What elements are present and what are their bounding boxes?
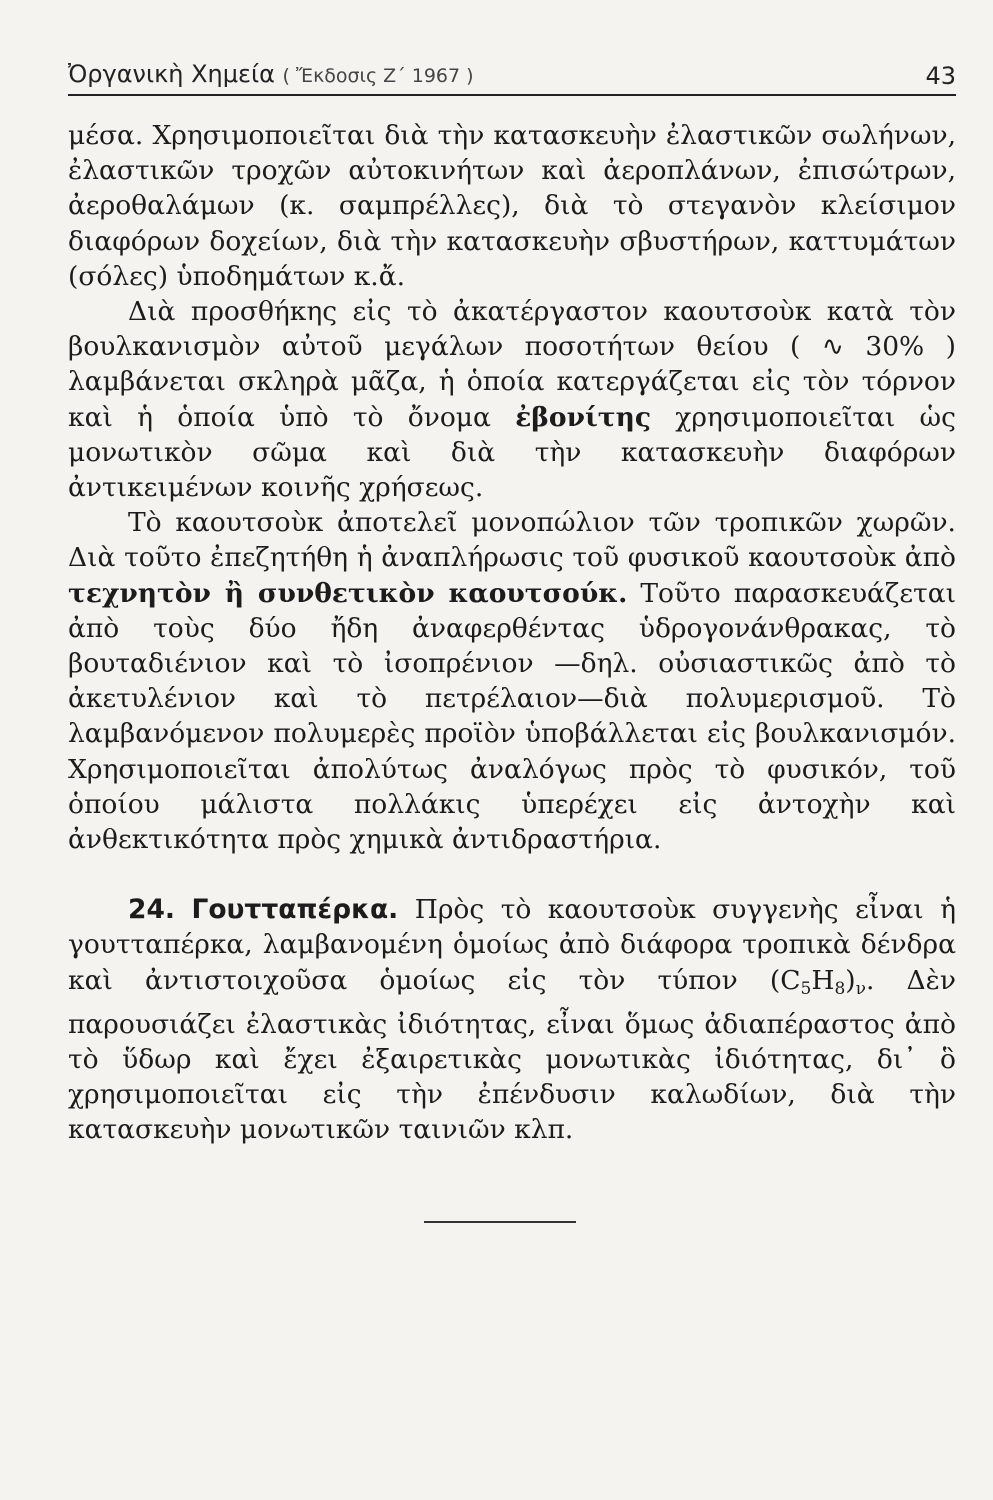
term-synthetic-rubber: τεχνητὸν ἢ συνθετικὸν καουτσούκ. xyxy=(68,577,628,609)
section-spacer xyxy=(68,857,956,892)
formula-subscript: 8 xyxy=(834,978,846,999)
paragraph-text: Διὰ προσθήκης εἰς τὸ ἀκατέργαστον καουτσοὺκ κατὰ τὸν βουλκανισμὸν αὐτοῦ μεγάλων ποσοτήτων θείου ( ∿ 30% ) λαμβάνεται σκληρὰ μᾶζα, ἡ ὁποία κατεργάζεται εἰς τὸν τόρνον καὶ ἡ ὁποία ὑπὸ τὸ ὄνομα xyxy=(68,296,956,433)
formula-subscript: 5 xyxy=(800,978,812,999)
edition-note: ( Ἔκδοσις Ζ΄ 1967 ) xyxy=(282,65,474,87)
formula-paren: ) xyxy=(845,964,856,996)
paragraph-text: Τὸ καουτσοὺκ ἀποτελεῖ μονοπώλιον τῶν τροπικῶν χωρῶν. Διὰ τοῦτο ἐπεζητήθη ἡ ἀναπλήρωσις τοῦ φυσικοῦ καουτσοὺκ ἀπὸ xyxy=(68,507,956,574)
paragraph-synthetic-rubber xyxy=(68,505,956,857)
paragraph-text: Πρὸς τὸ καουτσοὺκ συγγενὴς εἶναι ἡ γουτταπέρκα, λαμβανομένη ὁμοίως ἀπὸ διάφορα τροπικὰ δένδρα καὶ ἀντιστοιχοῦσα ὁμοίως εἰς τὸν τύπον ( xyxy=(68,894,956,996)
paragraph-text: Τοῦτο παρασκευάζεται ἀπὸ τοὺς δύο ἤδη ἀναφερθέντας ὑδρογονάνθρακας, τὸ βουταδιένιον καὶ τὸ ἰσοπρένιον —δηλ. οὐσιαστικῶς ἀπὸ τὸ ἀκετυλένιον καὶ τὸ πετρέλαιον—διὰ πολυμερισμοῦ. Τὸ λαμβανόμενον πολυμερὲς προϊὸν ὑποβάλλεται εἰς βουλκανισμόν. Χρησιμοποιεῖται ἀπολύτως ἀναλόγως πρὸς τὸ φυσικόν, τοῦ ὁποίου μάλιστα πολλάκις ὑπερέχει εἰς ἀντοχὴν καὶ ἀνθεκτικότητα πρὸς χημικὰ ἀντιδραστήρια. xyxy=(68,577,956,856)
formula xyxy=(780,964,866,999)
formula-hydrogen: H xyxy=(811,964,835,996)
formula-carbon: C xyxy=(780,964,801,996)
page-header xyxy=(68,58,956,96)
section-number: 24. xyxy=(128,894,175,926)
paragraph-text: μέσα. Χρησιμοποιεῖται διὰ τὴν κατασκευὴν ἐλαστικῶν σωλήνων, ἐλαστικῶν τροχῶν αὐτοκινήτων καὶ ἀεροπλάνων, ἐπισώτρων, ἀεροθαλάμων (κ. σαμπρέλλες), διὰ τὸ στεγανὸν κλείσιμον διαφόρων δοχείων, διὰ τὴν κατασκευὴν σβυστήρων, καττυμάτων (σόλες) ὑποδημάτων κ.ἄ. xyxy=(68,120,956,292)
paragraph-text: χρησιμοποιεῖται ὡς μονωτικὸν σῶμα καὶ διὰ τὴν κατασκευὴν διαφόρων ἀντικειμένων κοινῆς χρήσεως. xyxy=(68,401,957,504)
section-heading: Γουτταπέρκα. xyxy=(191,894,399,926)
term-ebonite: ἐβονίτης xyxy=(515,401,652,433)
body-text xyxy=(68,118,956,1148)
section-separator xyxy=(424,1221,576,1223)
section-gutta-percha xyxy=(68,892,956,1147)
paragraph-text: . Δὲν παρουσιάζει ἐλαστικὰς ἰδιότητας, εἶναι ὅμως ἀδιαπέραστος ἀπὸ τὸ ὕδωρ καὶ ἔχει ἐξαιρετικὰς μονωτικὰς ἰδιότητας, δι᾿ ὃ χρησιμοποιεῖται εἰς τὴν ἐπένδυσιν καλωδίων, διὰ τὴν κατασκευὴν μονωτικῶν ταινιῶν κλπ. xyxy=(68,964,956,1146)
book-title: Ὀργανικὴ Χημεία xyxy=(68,60,275,88)
running-head xyxy=(68,60,474,88)
formula-subscript: ν xyxy=(855,978,866,999)
paragraph-continuation xyxy=(68,118,956,294)
page-number: 43 xyxy=(925,62,956,90)
paragraph-ebonite xyxy=(68,294,956,505)
